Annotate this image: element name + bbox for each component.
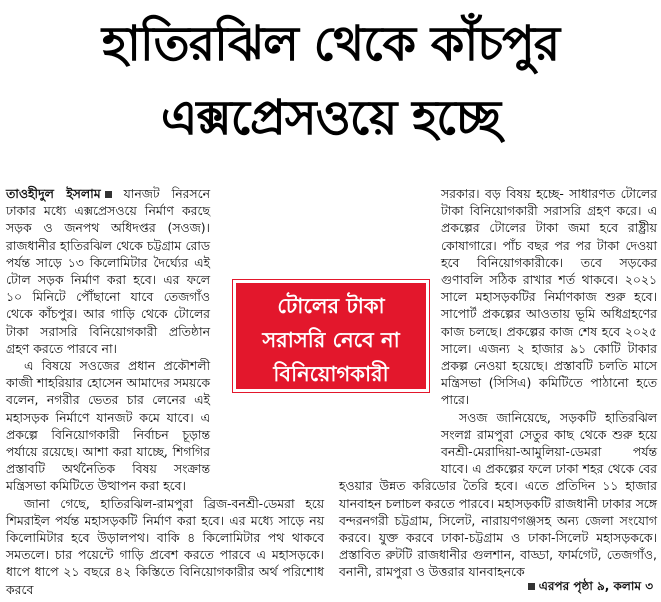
pullquote-box bbox=[233, 280, 429, 392]
continuation-square-icon bbox=[528, 583, 535, 590]
article-paragraph: এ বিষয়ে সওজের প্রধান প্রকৌশলী কাজী শাহরিয়ার হোসেন আমাদের সময়কে বলেন, নগরীর ভেতর চার লেনের এই মহাসড়ক নির্মাণে যানজট কমে যাবে। এ প্রকল্পে বিনিয়োগকারী নির্বাচন চূড়ান্ত পর্যায়ে রয়েছে। আশা করা যাচ্ছে, শিগগির প্রস্তাবটি অর্থনৈতিক বিষয় সংক্রান্ত মন্ত্রিসভা কমিটিতে উত্থাপন করা হবে। bbox=[6, 358, 210, 494]
paragraph-text: যানজট নিরসনে ঢাকার মধ্যে এক্সপ্রেসওয়ে নির্মাণ করছে সড়ক ও জনপথ অধিদপ্তর (সওজ)। রাজধানীর হাতিরঝিল থেকে চট্টগ্রাম রোড পর্যন্ত সাড়ে ১৩ কিলোমিটার দৈর্ঘ্যের এই টোল সড়ক নির্মাণ করা হবে। এর ফলে ১০ মিনিটে পৌঁছানো যাবে তেজগাঁও থেকে কাঁচপুর। আর গাড়ি থেকে টোলের টাকা সরাসরি বিনিয়োগকারী প্রতিষ্ঠান গ্রহণ করতে পারবে না। bbox=[6, 186, 210, 356]
continuation-note bbox=[528, 578, 653, 598]
article-paragraph: সরকার। বড় বিষয় হচ্ছে- সাধারণত টোলের টাকা বিনিয়োগকারী সরাসরি গ্রহণ করে। এ প্রকল্পের টোলের টাকা জমা হবে রাষ্ট্রীয় কোষাগারে। পাঁচ বছর পর পর টাকা দেওয়া হবে বিনিয়োগকারীকে। তবে সড়কের গুণাবলি সঠিক রাখার শর্ত থাকবে। ২০২১ সালে মহাসড়কটির নির্মাণকাজ শুরু হবে। সাপোর্ট প্রকল্পের আওতায় ভূমি অধিগ্রহণের কাজ চলছে। প্রকল্পের কাজ শেষ হবে ২০২৫ সালে। এজন্য ২ হাজার ৯১ কোটি টাকার প্রকল্প নেওয়া হয়েছে। প্রস্তাবটি চলতি মাসে মন্ত্রিসভা (সিসিএ) কমিটিতে পাঠানো হতে পারে। bbox=[441, 186, 657, 408]
article-paragraph: সওজ জানিয়েছে, সড়কটি হাতিরঝিল সংলগ্ন রামপুরা সেতুর কাছ থেকে শুরু হয়ে বনশ্রী-মেরাদিয়া-আমুলিয়া-ডেমরা পর্যন্ত যাবে। এ প্রকল্পের ফলে ঢাকা শহর থেকে বের হওয়ার উন্নত করিডোর তৈরি হবে। এতে প্রতিদিন ১১ হাজার যানবাহন চলাচল করতে পারবে। মহাসড়কটি রাজধানী ঢাকার সঙ্গে বন্দরনগরী চট্টগ্রাম, সিলেট, নারায়ণগঞ্জসহ অন্য জেলা সংযোগ করবে। যুক্ত করবে ঢাকা-চট্টগ্রাম ও ঢাকা-সিলেট মহাসড়ককে। প্রস্তাবিত রুটটি রাজধানীর গুলশান, বাড্ডা, ফার্মগেট, তেজগাঁও, বনানী, রামপুরা ও উত্তরার যানবাহনকে bbox=[339, 409, 657, 580]
pullquote-line: বিনিয়োগকারী bbox=[273, 362, 389, 386]
headline-line-1: হাতিরঝিল থেকে কাঁচপুর bbox=[101, 16, 560, 72]
article-paragraph: জানা গেছে, হাতিরঝিল-রামপুরা ব্রিজ-বনশ্রী-ডেমরা হয়ে শিমরাইল পর্যন্ত মহাসড়কটি নির্মাণ করা হবে। এর মধ্যে সাড়ে নয় কিলোমিটার হবে উড়ালপথ। বাকি ৪ কিলোমিটার পথ থাকবে সমতলে। চার পয়েন্টে গাড়ি প্রবেশ করতে পারবে এ মহাসড়কে। ধাপে ধাপে ২১ বছরে ৪২ কিস্তিতে বিনিয়োগকারীর অর্থ পরিশোধ করবে bbox=[6, 495, 324, 597]
byline: তাওহীদুল ইসলাম bbox=[6, 186, 101, 201]
byline-square-icon bbox=[105, 191, 112, 198]
headline-line-2: এক্সপ্রেসওয়ে হচ্ছে bbox=[160, 90, 501, 146]
pullquote-line: টোলের টাকা bbox=[277, 294, 385, 318]
pullquote-line: সরাসরি নেবে না bbox=[262, 328, 400, 352]
continuation-text: এরপর পৃষ্ঠা ৯, কলাম ৩ bbox=[538, 579, 653, 593]
